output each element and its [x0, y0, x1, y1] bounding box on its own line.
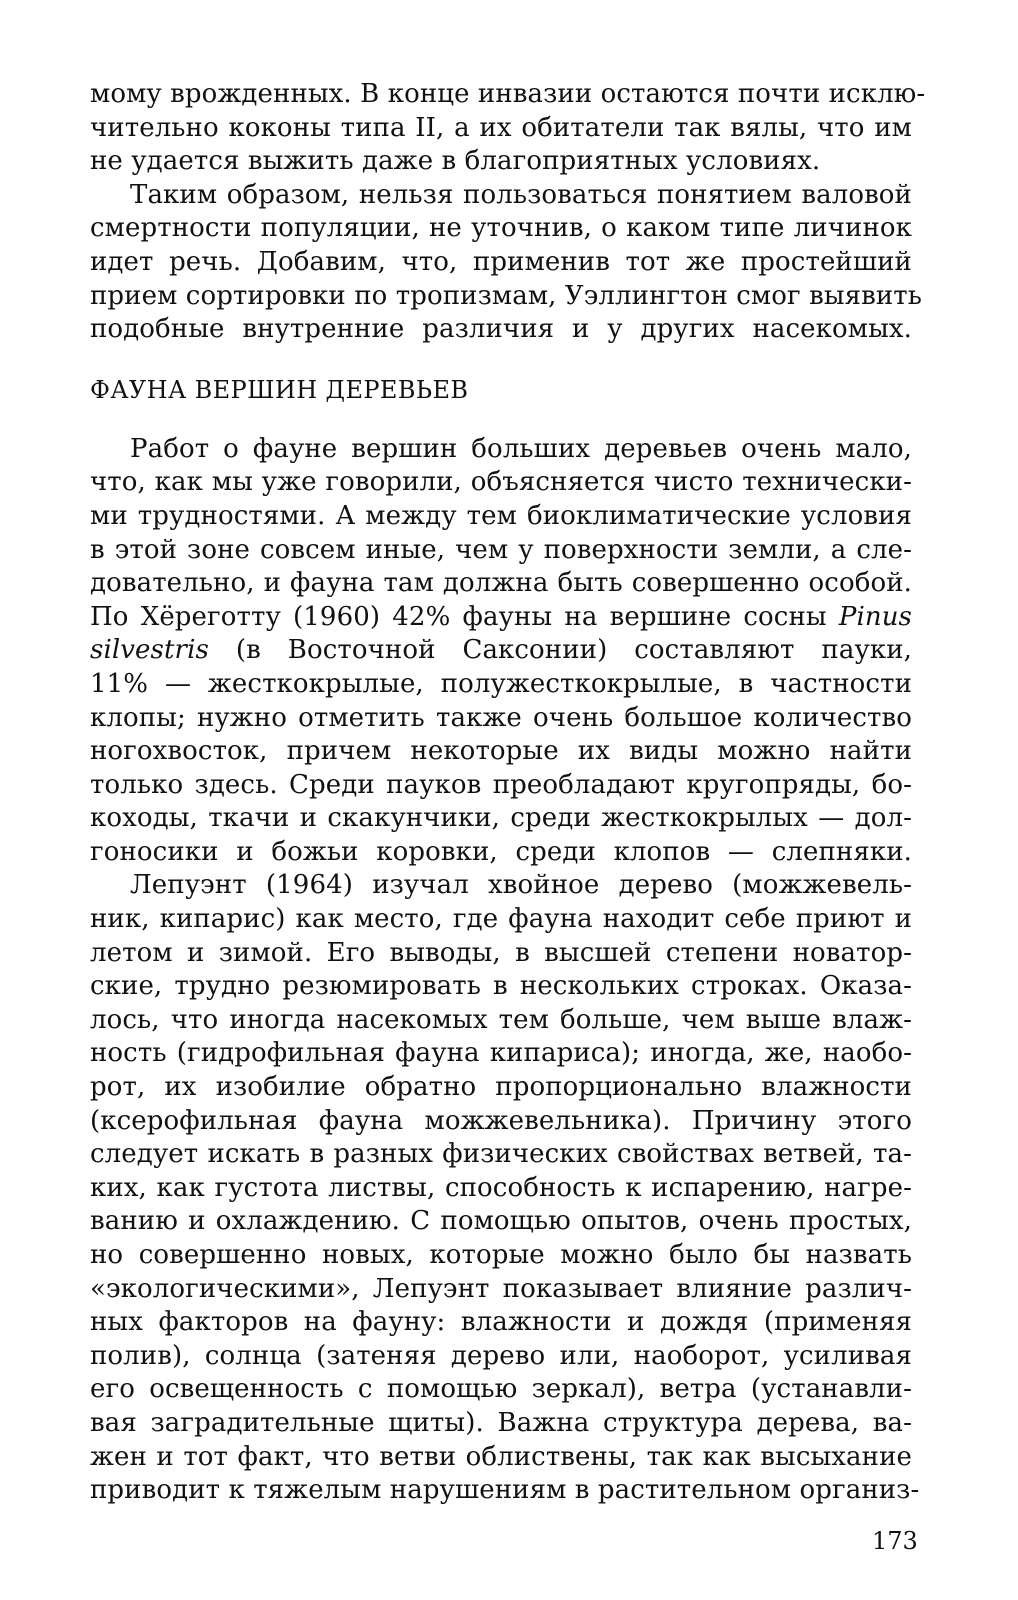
species-name: silvestris — [90, 635, 209, 666]
paragraph-lepointe — [90, 869, 920, 1507]
text-line: ские, трудно резюмировать в нескольких строках. Оказа- — [90, 971, 912, 1002]
text-line: довательно, и фауна там должна быть совершенно особой. — [90, 568, 912, 599]
text-line: Таким образом, нельзя пользоваться понятием валовой — [130, 179, 912, 210]
text-line: ми трудностями. А между тем биоклиматические условия — [90, 500, 912, 531]
text-line: рот, их изобилие обратно пропорционально влажности — [90, 1072, 912, 1103]
paragraph-mortality — [90, 179, 923, 347]
text-line: клопы; нужно отметить также очень большое количество — [90, 702, 912, 733]
text-line: ник, кипарис) как место, где фауна находит себе приют и — [90, 904, 912, 935]
text-line: полив), солнца (затеняя дерево или, наоборот, усиливая — [90, 1340, 912, 1371]
text-line: лось, что иногда насекомых тем больше, чем выше влаж- — [90, 1004, 912, 1035]
text-line: подобные внутренние различия и у других насекомых. — [90, 314, 912, 345]
text-line: смертности популяции, не уточнив, о каком типе личинок — [90, 213, 912, 244]
text-line: только здесь. Среди пауков преобладают кругопряды, бо- — [90, 769, 912, 800]
section-heading: ФАУНА ВЕРШИН ДЕРЕВЬЕВ — [90, 375, 469, 404]
paragraph-treetop-fauna — [90, 433, 912, 870]
text-line: его освещенность с помощью зеркал), ветра (устанавли- — [90, 1374, 912, 1405]
text-line: ных факторов на фауну: влажности и дождя (применяя — [90, 1307, 912, 1338]
text-line: Лепуэнт (1964) изучал хвойное дерево (можжевель- — [130, 870, 912, 901]
text-line: мому врожденных. В конце инвазии остаются почти исклю- — [90, 79, 926, 109]
text-line: «экологическими», Лепуэнт показывает влияние различ- — [90, 1273, 912, 1304]
text-line — [90, 634, 912, 668]
page-body — [90, 78, 926, 1508]
text-line: ванию и охлаждению. С помощью опытов, очень простых, — [90, 1206, 912, 1237]
text-line: ких, как густота листвы, способность к испарению, нагре- — [90, 1172, 912, 1203]
species-name: Pinus — [838, 601, 912, 632]
text-line: ность (гидрофильная фауна кипариса); иногда, же, наобо- — [90, 1038, 912, 1069]
text-line: чительно коконы типа II, а их обитатели так вялы, что им — [90, 112, 912, 143]
text-line: следует искать в разных физических свойствах ветвей, та- — [90, 1139, 912, 1170]
text-line: приводит к тяжелым нарушениям в растительном организ- — [90, 1475, 920, 1506]
paragraph-continuation — [90, 78, 926, 179]
text-line: (ксерофильная фауна можжевельника). Причину этого — [90, 1105, 912, 1136]
text-line: в этой зоне совсем иные, чем у поверхности земли, а сле- — [90, 534, 912, 565]
text-line — [90, 601, 912, 635]
text-line: 11% — жесткокрылые, полужесткокрылые, в частности — [90, 668, 912, 699]
text-line: летом и зимой. Его выводы, в высшей степени новатор- — [90, 937, 912, 968]
text-segment: (в Восточной Саксонии) составляют пауки, — [208, 635, 912, 666]
text-line: ногохвосток, причем некоторые их виды можно найти — [90, 736, 912, 767]
text-line: но совершенно новых, которые можно было бы назвать — [90, 1240, 912, 1270]
text-line: что, как мы уже говорили, объясняется чисто технически- — [90, 467, 912, 498]
text-line: не удается выжить даже в благоприятных условиях. — [90, 146, 821, 177]
text-line: гоносики и божьи коровки, среди клопов — слепняки. — [90, 836, 912, 867]
text-line: Работ о фауне вершин больших деревьев очень мало, — [130, 433, 912, 464]
text-line: идет речь. Добавим, что, применив тот же простейший — [90, 246, 912, 277]
text-segment: По Хёреготту (1960) 42% фауны на вершине сосны — [90, 601, 839, 632]
text-line: жен и тот факт, что ветви облиствены, так как высыхание — [90, 1441, 912, 1472]
text-line: вая заградительные щиты). Важна структура дерева, ва- — [90, 1407, 912, 1438]
text-line: коходы, ткачи и скакунчики, среди жесткокрылых — дол- — [90, 803, 912, 834]
page-number: 173 — [872, 1527, 918, 1555]
text-line: прием сортировки по тропизмам, Уэллингтон смог выявить — [90, 280, 923, 311]
